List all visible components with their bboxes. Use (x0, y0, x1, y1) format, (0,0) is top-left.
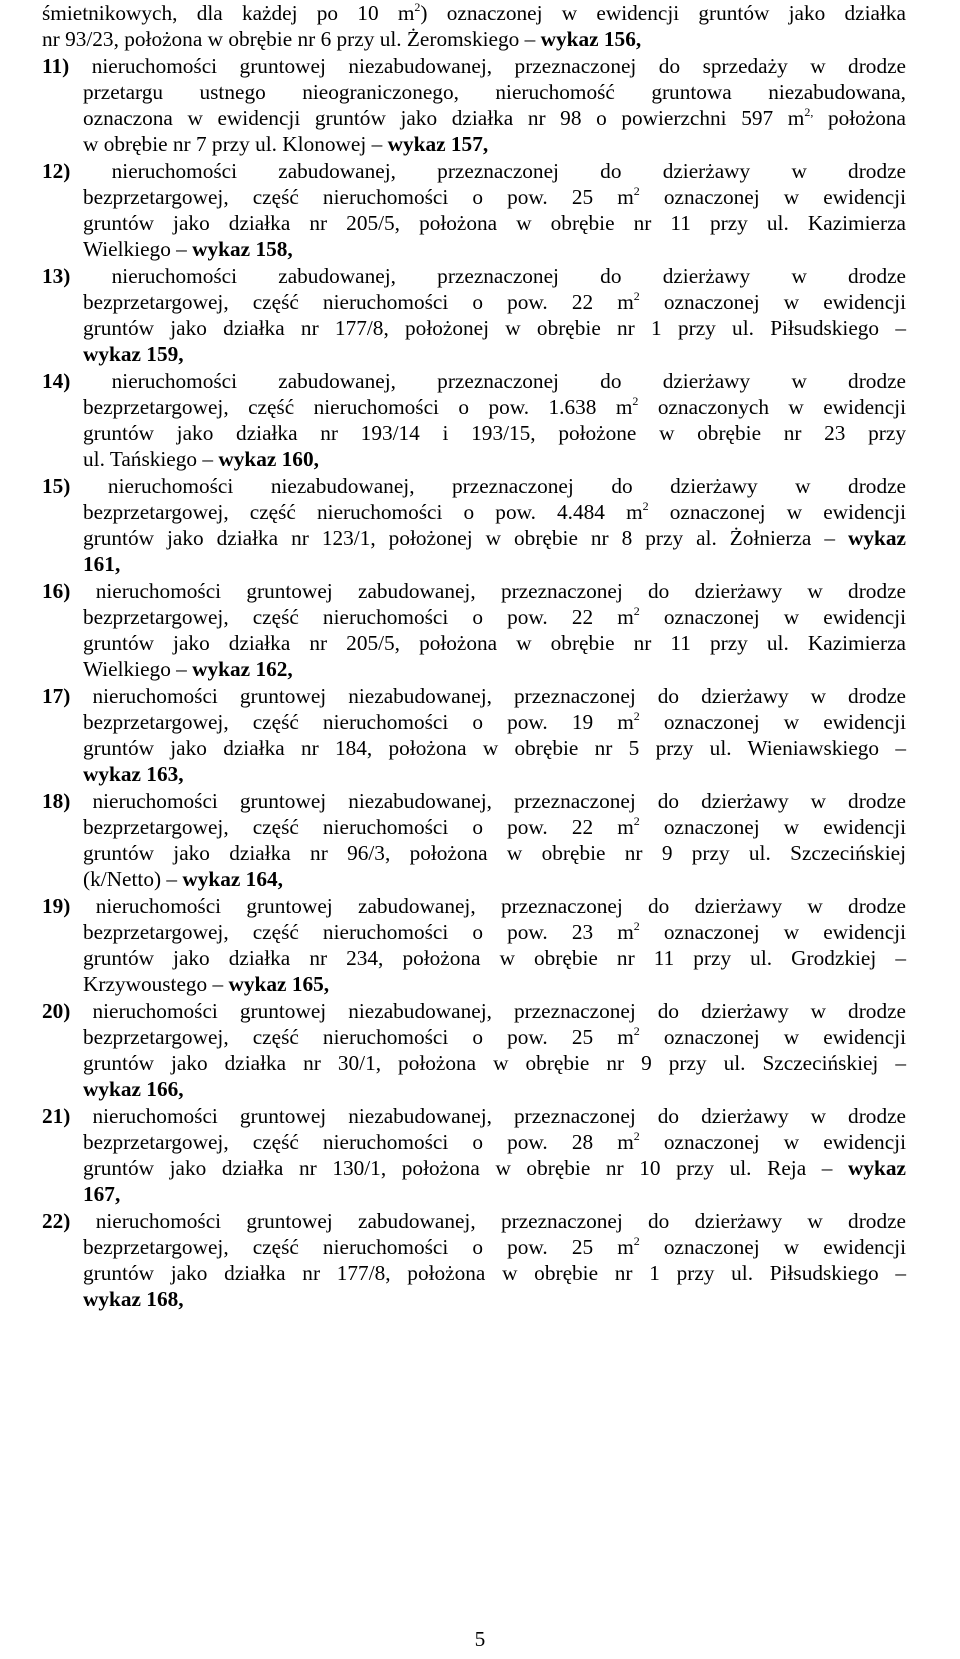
item-number: 22) (42, 1209, 71, 1233)
text-run: gruntów jako działka nr 193/14 i 193/15, położone w obrębie nr 23 przy (83, 421, 906, 445)
list-item-13 (42, 263, 906, 367)
document-page (42, 0, 906, 1313)
list-item-19 (42, 893, 906, 997)
text-run: gruntów jako działka nr 130/1, położona w obrębie nr 10 przy ul. Reja – (83, 1156, 849, 1180)
text-line (42, 210, 906, 236)
text-run: śmietnikowych, dla każdej po 10 m (42, 1, 415, 25)
text-line (42, 919, 906, 945)
item-number: 14) (42, 369, 71, 393)
text-line (42, 1260, 906, 1286)
text-line (42, 26, 906, 52)
list-item-17 (42, 683, 906, 787)
text-line (42, 761, 906, 787)
superscript: 2 (642, 499, 649, 513)
superscript: 2 (633, 1234, 640, 1248)
text-run: Wielkiego – (83, 237, 193, 261)
text-line (42, 840, 906, 866)
text-line (42, 971, 906, 997)
item-number: 11) (42, 54, 70, 78)
text-run: oznaczona w ewidencji gruntów jako działka nr 98 o powierzchni 597 m (83, 106, 805, 130)
item-number: 15) (42, 474, 71, 498)
item-number: 12) (42, 159, 71, 183)
wykaz-reference: wykaz 157, (387, 132, 489, 156)
text-run: Wielkiego – (83, 657, 193, 681)
text-run: bezprzetargowej, część nieruchomości o pow. 22 m (83, 815, 634, 839)
wykaz-reference: 161, (83, 552, 121, 576)
superscript: 2 (633, 604, 640, 618)
list-item-22 (42, 1208, 906, 1312)
wykaz-reference: wykaz 159, (83, 342, 184, 366)
text-line (42, 866, 906, 892)
superscript: 2 (633, 919, 640, 933)
wykaz-reference: wykaz 158, (192, 237, 293, 261)
text-line (42, 158, 906, 184)
wykaz-reference: wykaz 156, (540, 27, 642, 51)
superscript: 2 (414, 0, 421, 14)
wykaz-reference: 167, (83, 1182, 121, 1206)
list-item-11 (42, 53, 906, 157)
superscript: 2 (633, 1024, 640, 1038)
text-run: nr 93/23, położona w obrębie nr 6 przy ul. Żeromskiego – (42, 27, 541, 51)
text-line (42, 1208, 906, 1234)
text-line (42, 630, 906, 656)
text-line (42, 998, 906, 1024)
text-line (42, 1103, 906, 1129)
text-run: nieruchomości gruntowej niezabudowanej, przeznaczonej do dzierżawy w drodze (92, 684, 906, 708)
item-number: 21) (42, 1104, 71, 1128)
text-run: ul. Tańskiego – (83, 447, 219, 471)
list-item-16 (42, 578, 906, 682)
text-line (42, 604, 906, 630)
text-run: oznaczonej w ewidencji (639, 1235, 906, 1259)
text-line (42, 263, 906, 289)
text-line (42, 578, 906, 604)
text-line (42, 53, 906, 79)
text-run: oznaczonej w ewidencji (639, 815, 906, 839)
text-line (42, 735, 906, 761)
item-number: 16) (42, 579, 71, 603)
list-item-10-continuation (42, 0, 906, 52)
text-line (42, 1181, 906, 1207)
wykaz-reference: wykaz (848, 526, 906, 550)
text-run: nieruchomości gruntowej niezabudowanej, przeznaczonej do dzierżawy w drodze (92, 999, 906, 1023)
text-line (42, 446, 906, 472)
text-line (42, 0, 906, 26)
text-run: nieruchomości gruntowej niezabudowanej, przeznaczonej do sprzedaży w drodze (91, 54, 907, 78)
text-line (42, 1155, 906, 1181)
text-run: gruntów jako działka nr 184, położona w obrębie nr 5 przy ul. Wieniawskiego – (83, 736, 906, 760)
wykaz-reference: wykaz 164, (182, 867, 283, 891)
text-line (42, 709, 906, 735)
text-line (42, 551, 906, 577)
superscript: 2 (633, 814, 640, 828)
text-line (42, 1286, 906, 1312)
item-number: 13) (42, 264, 71, 288)
text-line (42, 499, 906, 525)
wykaz-reference: wykaz 160, (218, 447, 319, 471)
superscript: 2 (632, 394, 639, 408)
text-run: oznaczonej w ewidencji (639, 185, 906, 209)
text-line (42, 1076, 906, 1102)
text-line (42, 289, 906, 315)
text-run: bezprzetargowej, część nieruchomości o pow. 4.484 m (83, 500, 643, 524)
text-run: bezprzetargowej, część nieruchomości o pow. 19 m (83, 710, 634, 734)
text-run: oznaczonej w ewidencji (639, 605, 906, 629)
text-run: nieruchomości zabudowanej, przeznaczonej do dzierżawy w drodze (111, 369, 907, 393)
text-run: oznaczonej w ewidencji (639, 1130, 906, 1154)
text-line (42, 945, 906, 971)
list-item-15 (42, 473, 906, 577)
list-item-14 (42, 368, 906, 472)
text-run: (k/Netto) – (83, 867, 183, 891)
text-run: bezprzetargowej, część nieruchomości o pow. 22 m (83, 605, 634, 629)
text-run: bezprzetargowej, część nieruchomości o pow. 22 m (83, 290, 634, 314)
item-number: 20) (42, 999, 71, 1023)
item-number: 18) (42, 789, 71, 813)
text-line (42, 1050, 906, 1076)
wykaz-reference: wykaz (848, 1156, 906, 1180)
text-line (42, 788, 906, 814)
wykaz-reference: wykaz 166, (83, 1077, 184, 1101)
text-line (42, 79, 906, 105)
wykaz-reference: wykaz 168, (83, 1287, 184, 1311)
text-run: gruntów jako działka nr 177/8, położonej w obrębie nr 1 przy ul. Piłsudskiego – (83, 316, 906, 340)
text-line (42, 893, 906, 919)
text-run: bezprzetargowej, część nieruchomości o pow. 25 m (83, 185, 634, 209)
text-line (42, 473, 906, 499)
text-line (42, 131, 906, 157)
list-item-20 (42, 998, 906, 1102)
text-run: gruntów jako działka nr 205/5, położona w obrębie nr 11 przy ul. Kazimierza (83, 631, 906, 655)
text-run: w obrębie nr 7 przy ul. Klonowej – (83, 132, 388, 156)
text-run: gruntów jako działka nr 234, położona w obrębie nr 11 przy ul. Grodzkiej – (83, 946, 906, 970)
text-run: bezprzetargowej, część nieruchomości o pow. 28 m (83, 1130, 634, 1154)
text-line (42, 656, 906, 682)
wykaz-reference: wykaz 165, (228, 972, 330, 996)
text-line (42, 341, 906, 367)
text-run: Krzywoustego – (83, 972, 229, 996)
text-run: gruntów jako działka nr 177/8, położona w obrębie nr 1 przy ul. Piłsudskiego – (83, 1261, 906, 1285)
superscript: 2 (633, 184, 640, 198)
item-number: 17) (42, 684, 71, 708)
text-line (42, 315, 906, 341)
text-run: bezprzetargowej, część nieruchomości o pow. 25 m (83, 1025, 634, 1049)
text-run: nieruchomości gruntowej zabudowanej, przeznaczonej do dzierżawy w drodze (95, 894, 907, 918)
item-number: 19) (42, 894, 71, 918)
text-run: nieruchomości zabudowanej, przeznaczonej do dzierżawy w drodze (111, 264, 907, 288)
text-run: nieruchomości gruntowej zabudowanej, przeznaczonej do dzierżawy w drodze (95, 579, 907, 603)
text-run: gruntów jako działka nr 123/1, położonej w obrębie nr 8 przy al. Żołnierza – (83, 526, 849, 550)
list-item-18 (42, 788, 906, 892)
text-run: oznaczonej w ewidencji (639, 710, 906, 734)
text-run: oznaczonej w ewidencji (639, 290, 906, 314)
text-run: nieruchomości zabudowanej, przeznaczonej do dzierżawy w drodze (111, 159, 907, 183)
text-line (42, 683, 906, 709)
page-number: 5 (474, 1627, 486, 1651)
text-line (42, 1024, 906, 1050)
text-run: bezprzetargowej, część nieruchomości o pow. 1.638 m (83, 395, 633, 419)
text-run: oznaczonej w ewidencji (639, 920, 906, 944)
text-run: ) oznaczonej w ewidencji gruntów jako działka (420, 1, 907, 25)
text-run: bezprzetargowej, część nieruchomości o pow. 25 m (83, 1235, 634, 1259)
text-run: nieruchomości niezabudowanej, przeznaczonej do dzierżawy w drodze (107, 474, 907, 498)
text-run: nieruchomości gruntowej niezabudowanej, przeznaczonej do dzierżawy w drodze (92, 789, 906, 813)
text-line (42, 1234, 906, 1260)
list-item-12 (42, 158, 906, 262)
text-line (42, 105, 906, 131)
text-run: oznaczonej w ewidencji (639, 1025, 906, 1049)
text-run: nieruchomości gruntowej niezabudowanej, przeznaczonej do dzierżawy w drodze (92, 1104, 906, 1128)
text-run: nieruchomości gruntowej zabudowanej, przeznaczonej do dzierżawy w drodze (95, 1209, 907, 1233)
text-run: bezprzetargowej, część nieruchomości o pow. 23 m (83, 920, 634, 944)
wykaz-reference: wykaz 162, (192, 657, 293, 681)
text-run: oznaczonej w ewidencji (648, 500, 906, 524)
text-line (42, 368, 906, 394)
superscript: 2, (804, 105, 814, 119)
text-line (42, 814, 906, 840)
text-run: przetargu ustnego nieograniczonego, nieruchomość gruntowa niezabudowana, (83, 80, 906, 104)
text-run: gruntów jako działka nr 96/3, położona w obrębie nr 9 przy ul. Szczecińskiej (83, 841, 906, 865)
text-line (42, 525, 906, 551)
superscript: 2 (633, 289, 640, 303)
text-run: położona (813, 106, 907, 130)
text-line (42, 394, 906, 420)
superscript: 2 (633, 709, 640, 723)
text-run: gruntów jako działka nr 30/1, położona w obrębie nr 9 przy ul. Szczecińskiej – (83, 1051, 906, 1075)
text-line (42, 420, 906, 446)
list-item-21 (42, 1103, 906, 1207)
superscript: 2 (633, 1129, 640, 1143)
text-line (42, 184, 906, 210)
text-line (42, 236, 906, 262)
wykaz-reference: wykaz 163, (83, 762, 184, 786)
text-line (42, 1129, 906, 1155)
text-run: oznaczonych w ewidencji (638, 395, 906, 419)
text-run: gruntów jako działka nr 205/5, położona w obrębie nr 11 przy ul. Kazimierza (83, 211, 906, 235)
